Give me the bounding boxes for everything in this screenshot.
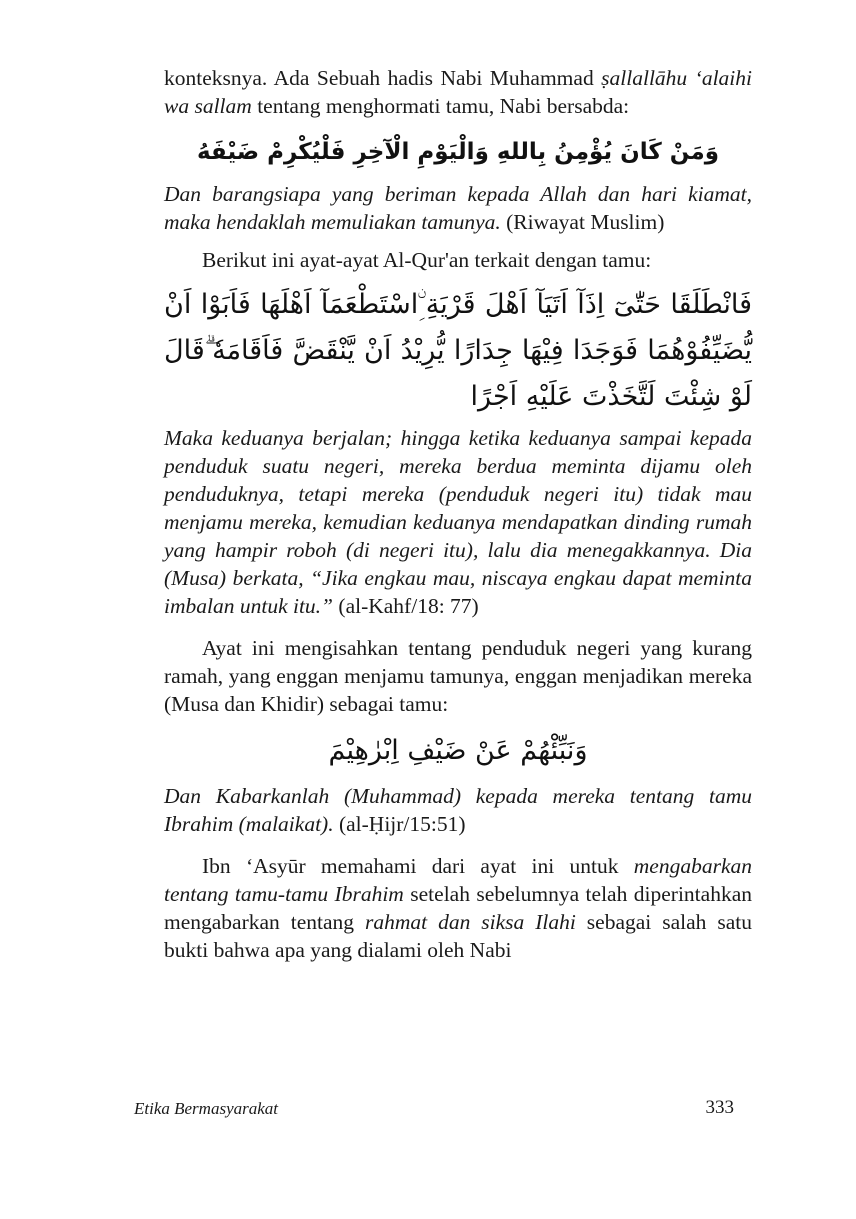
hadith-translation-text: Dan barangsiapa yang beriman kepada Allah dan hari kiamat, maka hendaklah memuliakan tamunya.: [164, 182, 752, 234]
honorific-phrase: ṣallallāhu ‘alaihi wa sallam: [164, 66, 752, 118]
paragraph-ibn-asyur-text-3: sebagai salah satu bukti bahwa apa yang dialami oleh Nabi: [164, 910, 752, 962]
verse-kahf-translation: [164, 424, 752, 620]
paragraph-ibn-asyur: [164, 852, 752, 964]
hadith-arabic-text: وَمَنْ كَانَ يُؤْمِنُ بِاللهِ وَالْيَوْمِ الْآخِرِ فَلْيُكْرِمْ ضَيْفَهُ: [196, 139, 720, 165]
paragraph-ibn-asyur-emphasis-2: rahmat dan siksa Ilahi: [365, 910, 576, 934]
verse-kahf-arabic-text: فَانْطَلَقَا حَتّٰىٓ اِذَآ اَتَيَآ اَهْلَ قَرْيَةِ ِۨاسْتَطْعَمَآ اَهْلَهَا فَاَبَوْا اَنْ يُّضَيِّفُوْهُمَا فَوَجَدَا فِيْهَا جِدَارًا يُّرِيْدُ اَنْ يَّنْقَضَّ فَاَقَامَهٗ ۗقَالَ لَوْ شِئْتَ لَتَّخَذْتَ عَلَيْهِ اَجْرًا: [164, 289, 752, 412]
running-footer-title: Etika Bermasyarakat: [134, 1099, 278, 1118]
paragraph-ibn-asyur-text-2: setelah sebelumnya telah diperintahkan mengabarkan tentang: [164, 882, 752, 934]
paragraph-ibn-asyur-text-1: Ibn ‘Asyūr memahami dari ayat ini untuk: [202, 854, 634, 878]
verse-kahf-translation-text: Maka keduanya berjalan; hingga ketika keduanya sampai kepada penduduk suatu negeri, mereka berdua meminta dijamu oleh penduduknya, tetapi mereka (penduduk negeri itu) tidak mau menjamu mereka, kemudian keduanya mendapatkan dinding rumah yang hampir roboh (di negeri itu), lalu dia menegakkannya. Dia (Musa) berkata, “Jika engkau mau, niscaya engkau dapat meminta imbalan untuk itu.”: [164, 426, 752, 618]
page-number: 333: [705, 1097, 734, 1118]
paragraph-intro: [164, 64, 752, 120]
verse-kahf-source: (al-Kahf/18: 77): [333, 594, 479, 618]
verse-hijr-translation-text: Dan Kabarkanlah (Muhammad) kepada mereka tentang tamu Ibrahim (malaikat).: [164, 784, 752, 836]
verse-hijr-source: (al-Ḥijr/15:51): [333, 812, 466, 836]
verse-hijr-translation: [164, 782, 752, 838]
hadith-translation: [164, 180, 752, 236]
paragraph-intro-text: konteksnya. Ada Sebuah hadis Nabi Muhammad: [164, 66, 602, 90]
paragraph-intro-text-end: tentang menghormati tamu, Nabi bersabda:: [251, 94, 630, 118]
verse-hijr-arabic-text: وَنَبِّئْهُمْ عَنْ ضَيْفِ اِبْرٰهِيْمَ: [328, 735, 588, 766]
paragraph-explanation: Ayat ini mengisahkan tentang penduduk negeri yang kurang ramah, yang enggan menjamu tamunya, enggan menjadikan mereka (Musa dan Khidir) sebagai tamu:: [164, 636, 752, 716]
hadith-source: (Riwayat Muslim): [500, 210, 665, 234]
paragraph-verses-intro: Berikut ini ayat-ayat Al-Qur'an terkait dengan tamu:: [202, 248, 652, 272]
paragraph-ibn-asyur-emphasis-1: mengabarkan tentang tamu-tamu Ibrahim: [164, 854, 752, 906]
page-body: [164, 64, 752, 964]
